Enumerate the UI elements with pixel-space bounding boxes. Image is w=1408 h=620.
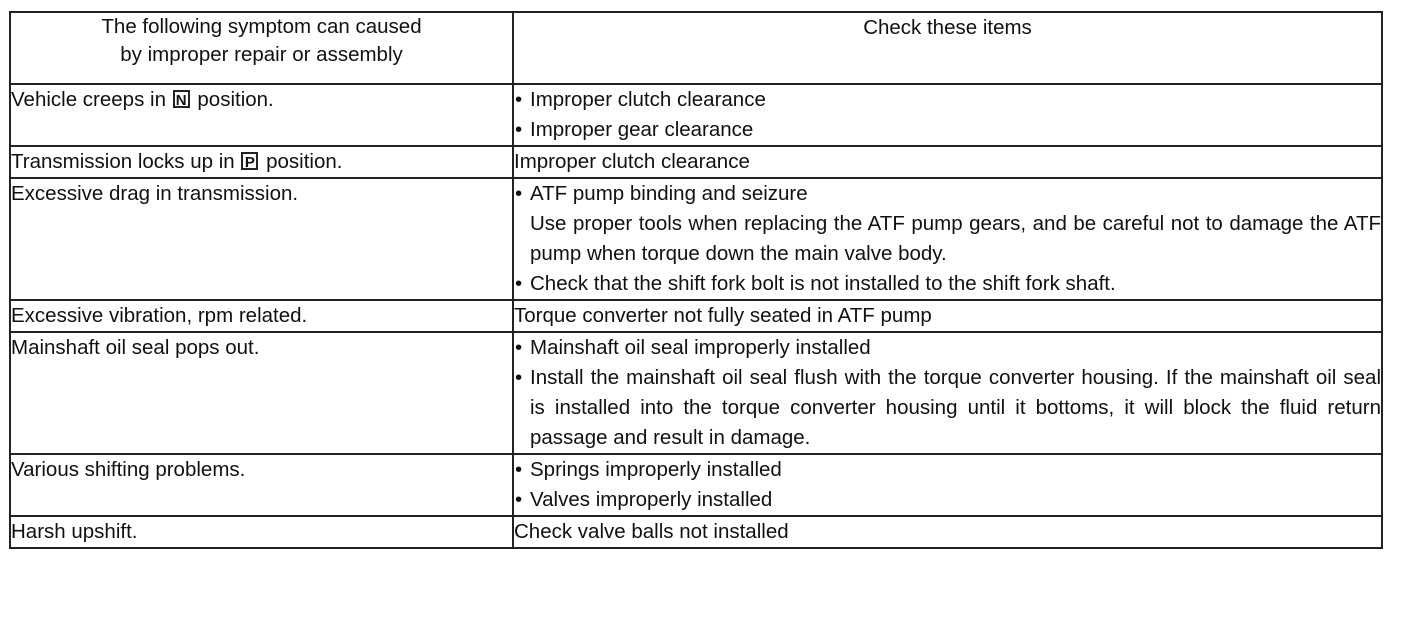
troubleshooting-table bbox=[9, 11, 1383, 549]
bullet-icon: • bbox=[515, 366, 523, 389]
check-item-text: Check valve balls not installed bbox=[514, 520, 789, 543]
check-item-text: ATF pump binding and seizure bbox=[530, 182, 808, 205]
bullet-icon: • bbox=[515, 272, 523, 295]
table-row bbox=[10, 454, 1382, 516]
check-bullet-item bbox=[514, 363, 1381, 453]
table-row bbox=[10, 84, 1382, 146]
table-row bbox=[10, 516, 1382, 548]
symptom-text: position. bbox=[266, 150, 343, 173]
check-cell bbox=[513, 84, 1382, 146]
check-cell bbox=[513, 146, 1382, 178]
check-item-text: Mainshaft oil seal improperly installed bbox=[530, 336, 871, 359]
check-cell bbox=[513, 454, 1382, 516]
symptom-cell: Excessive vibration, rpm related. bbox=[10, 300, 513, 332]
check-item-text: Check that the shift fork bolt is not installed to the shift fork shaft. bbox=[530, 272, 1116, 295]
bullet-icon: • bbox=[515, 88, 523, 111]
bullet-icon: • bbox=[515, 182, 523, 205]
symptom-column-header bbox=[10, 12, 513, 84]
symptom-cell: Mainshaft oil seal pops out. bbox=[10, 332, 513, 454]
check-item-text: Improper gear clearance bbox=[530, 118, 754, 141]
check-item-text: Install the mainshaft oil seal flush with the torque converter housing. If the mainshaft oil seal is installed into the torque converter housing until it bottoms, it will block the fluid return passage and result in damage. bbox=[530, 366, 1381, 449]
check-item-text: Springs improperly installed bbox=[530, 458, 782, 481]
symptom-text: Vehicle creeps in bbox=[11, 88, 166, 111]
check-item-note: Use proper tools when replacing the ATF pump gears, and be careful not to damage the ATF pump when torque down the main valve body. bbox=[530, 212, 1381, 265]
bullet-icon: • bbox=[515, 336, 523, 359]
symptom-text: Transmission locks up in bbox=[11, 150, 235, 173]
check-column-header: Check these items bbox=[513, 12, 1382, 84]
table-header-row bbox=[10, 12, 1382, 84]
check-bullet-item bbox=[514, 455, 1381, 485]
symptom-cell: Excessive drag in transmission. bbox=[10, 178, 513, 300]
symptom-text: position. bbox=[197, 88, 274, 111]
bullet-icon: • bbox=[515, 458, 523, 481]
check-cell bbox=[513, 332, 1382, 454]
table-row bbox=[10, 146, 1382, 178]
check-item-text: Torque converter not fully seated in ATF pump bbox=[514, 304, 932, 327]
check-cell bbox=[513, 178, 1382, 300]
check-bullet-item bbox=[514, 85, 1381, 115]
gear-position-n-box: N bbox=[173, 90, 190, 108]
symptom-header-line-1: The following symptom can caused bbox=[101, 15, 422, 38]
symptom-cell bbox=[10, 84, 513, 146]
symptom-header-line-2: by improper repair or assembly bbox=[120, 43, 403, 66]
table-row bbox=[10, 300, 1382, 332]
gear-position-p-box: P bbox=[241, 152, 258, 170]
document-page bbox=[9, 11, 1383, 549]
check-bullet-item bbox=[514, 333, 1381, 363]
table-row bbox=[10, 332, 1382, 454]
check-item-text: Improper clutch clearance bbox=[530, 88, 766, 111]
check-cell bbox=[513, 516, 1382, 548]
symptom-cell: Various shifting problems. bbox=[10, 454, 513, 516]
check-item-text: Improper clutch clearance bbox=[514, 150, 750, 173]
check-item-text: Valves improperly installed bbox=[530, 488, 773, 511]
bullet-icon: • bbox=[515, 118, 523, 141]
check-bullet-item bbox=[514, 179, 1381, 209]
bullet-icon: • bbox=[515, 488, 523, 511]
symptom-cell bbox=[10, 146, 513, 178]
symptom-cell: Harsh upshift. bbox=[10, 516, 513, 548]
check-cell bbox=[513, 300, 1382, 332]
check-bullet-item bbox=[514, 115, 1381, 145]
table-row bbox=[10, 178, 1382, 300]
check-bullet-item bbox=[514, 485, 1381, 515]
check-bullet-item bbox=[514, 269, 1381, 299]
